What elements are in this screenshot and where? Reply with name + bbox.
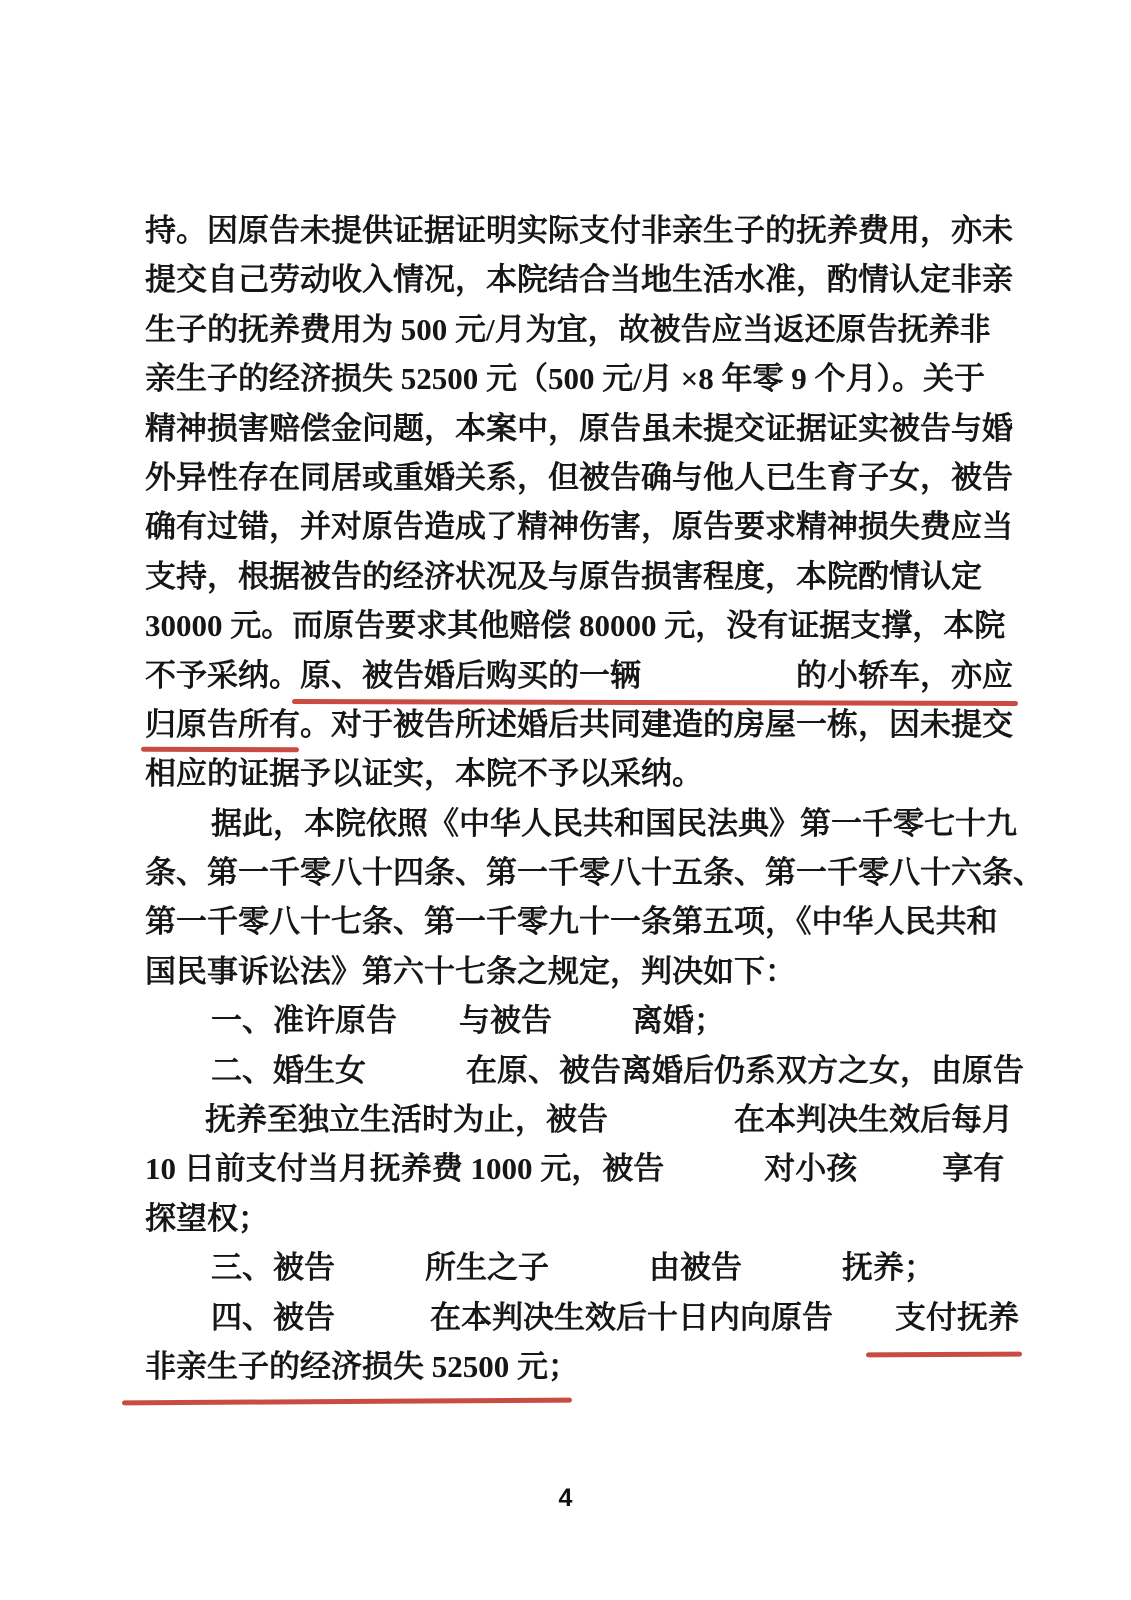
text-run: 10 日前支付当月抚养费 1000 元，被告 — [145, 1151, 665, 1187]
text-run: 的小轿车，亦应 — [796, 657, 1013, 693]
text-run: 与被告 — [459, 1003, 552, 1039]
text-run: 在本判决生效后十日内向原告 — [430, 1299, 833, 1335]
text-run: 归原告所有。对于被告所述婚后共同建造的房屋一栋，因未提交 — [145, 706, 1013, 742]
text-line — [145, 404, 1050, 453]
redaction-gap — [366, 1080, 466, 1081]
text-line — [145, 601, 1050, 650]
text-run: 原、被告婚后购买的一辆 — [300, 657, 641, 693]
text-run: 由被告 — [649, 1250, 742, 1286]
redaction-gap — [145, 1277, 211, 1278]
text-run: 探望权； — [145, 1200, 269, 1236]
text-run: 支付抚养 — [895, 1299, 1019, 1335]
text-line — [145, 749, 1050, 798]
text-run: 在本判决生效后每月 — [734, 1102, 1013, 1138]
text-run: 抚养； — [842, 1250, 935, 1286]
text-run: 一、准许原告 — [211, 1003, 397, 1039]
text-line — [145, 305, 1050, 354]
text-line — [145, 502, 1050, 551]
text-run: 所生之子 — [425, 1250, 549, 1286]
redaction-gap — [397, 1030, 459, 1031]
redaction-gap — [857, 1178, 942, 1179]
redaction-gap — [145, 833, 211, 834]
text-line — [145, 897, 1050, 946]
text-line — [145, 1243, 1050, 1292]
text-line — [145, 848, 1050, 897]
text-run: 提交自己劳动收入情况，本院结合当地生活水准，酌情认定非亲 — [145, 262, 1013, 298]
text-run: 非亲生子的经济损失 52500 元； — [145, 1348, 579, 1384]
text-line — [145, 1095, 1050, 1144]
redaction-gap — [145, 1327, 211, 1328]
text-line — [145, 354, 1050, 403]
text-run: 国民事诉讼法》第六十七条之规定，判决如下： — [145, 953, 796, 989]
text-run: 离婚； — [632, 1003, 725, 1039]
text-run: 三、被告 — [211, 1250, 335, 1286]
redaction-gap — [145, 1030, 211, 1031]
judgment-text — [145, 206, 1050, 1391]
redaction-gap — [552, 1030, 632, 1031]
text-run: 确有过错，并对原告造成了精神伤害，原告要求精神损失费应当 — [145, 509, 1013, 545]
text-run: 二、婚生女 — [211, 1052, 366, 1088]
red-underline-mark — [122, 1398, 572, 1406]
text-run: 支持，根据被告的经济状况及与原告损害程度，本院酌情认定 — [145, 558, 982, 594]
text-run: 外异性存在同居或重婚关系，但被告确与他人已生育子女，被告 — [145, 459, 1013, 495]
text-line — [145, 651, 1050, 700]
redaction-gap — [335, 1327, 430, 1328]
text-line — [145, 1293, 1050, 1342]
text-line — [145, 206, 1050, 255]
text-run: 享有 — [942, 1151, 1005, 1187]
text-run: 在原、被告离婚后仍系双方之女，由原告 — [466, 1052, 1024, 1088]
text-line — [145, 996, 1050, 1045]
text-line — [145, 799, 1050, 848]
text-line — [145, 453, 1050, 502]
redaction-gap — [335, 1277, 425, 1278]
text-run: 30000 元。而原告要求其他赔偿 80000 元，没有证据支撑，本院 — [145, 608, 1006, 644]
redaction-gap — [833, 1327, 895, 1328]
text-run: 持。因原告未提供证据证明实际支付非亲生子的抚养费用，亦未 — [145, 213, 1013, 248]
text-run: 相应的证据予以证实，本院不予以采纳。 — [145, 756, 703, 792]
redaction-gap — [608, 1129, 734, 1130]
redaction-gap — [742, 1277, 842, 1278]
redaction-gap — [145, 1080, 211, 1081]
text-line — [145, 1194, 1050, 1243]
text-line — [145, 1144, 1050, 1193]
text-line — [145, 552, 1050, 601]
text-run: 精神损害赔偿金问题，本案中，原告虽未提交证据证实被告与婚 — [145, 410, 1013, 446]
redaction-gap — [549, 1277, 649, 1278]
redaction-gap — [664, 1178, 764, 1179]
text-line — [145, 1342, 1050, 1391]
text-run: 不予采纳。 — [145, 657, 300, 693]
text-run: 对小孩 — [764, 1151, 858, 1187]
text-run: 条、第一千零八十四条、第一千零八十五条、第一千零八十六条、 — [145, 855, 1044, 891]
text-run: 抚养至独立生活时为止，被告 — [205, 1102, 608, 1138]
redaction-gap — [145, 1129, 205, 1130]
text-run: 四、被告 — [211, 1299, 335, 1335]
text-run: 第一千零八十七条、第一千零九十一条第五项，《中华人民共和 — [145, 904, 998, 940]
text-run: 据此，本院依照《中华人民共和国民法典》第一千零七十九 — [211, 805, 1017, 841]
text-line — [145, 1046, 1050, 1095]
redaction-gap — [641, 685, 796, 686]
page-number: 4 — [558, 1484, 573, 1512]
text-line — [145, 255, 1050, 304]
text-line — [145, 947, 1050, 996]
text-line — [145, 700, 1050, 749]
text-run: 生子的抚养费用为 500 元/月为宜，故被告应当返还原告抚养非 — [145, 311, 991, 347]
text-run: 亲生子的经济损失 52500 元（500 元/月 ×8 年零 9 个月）。关于 — [145, 361, 986, 397]
